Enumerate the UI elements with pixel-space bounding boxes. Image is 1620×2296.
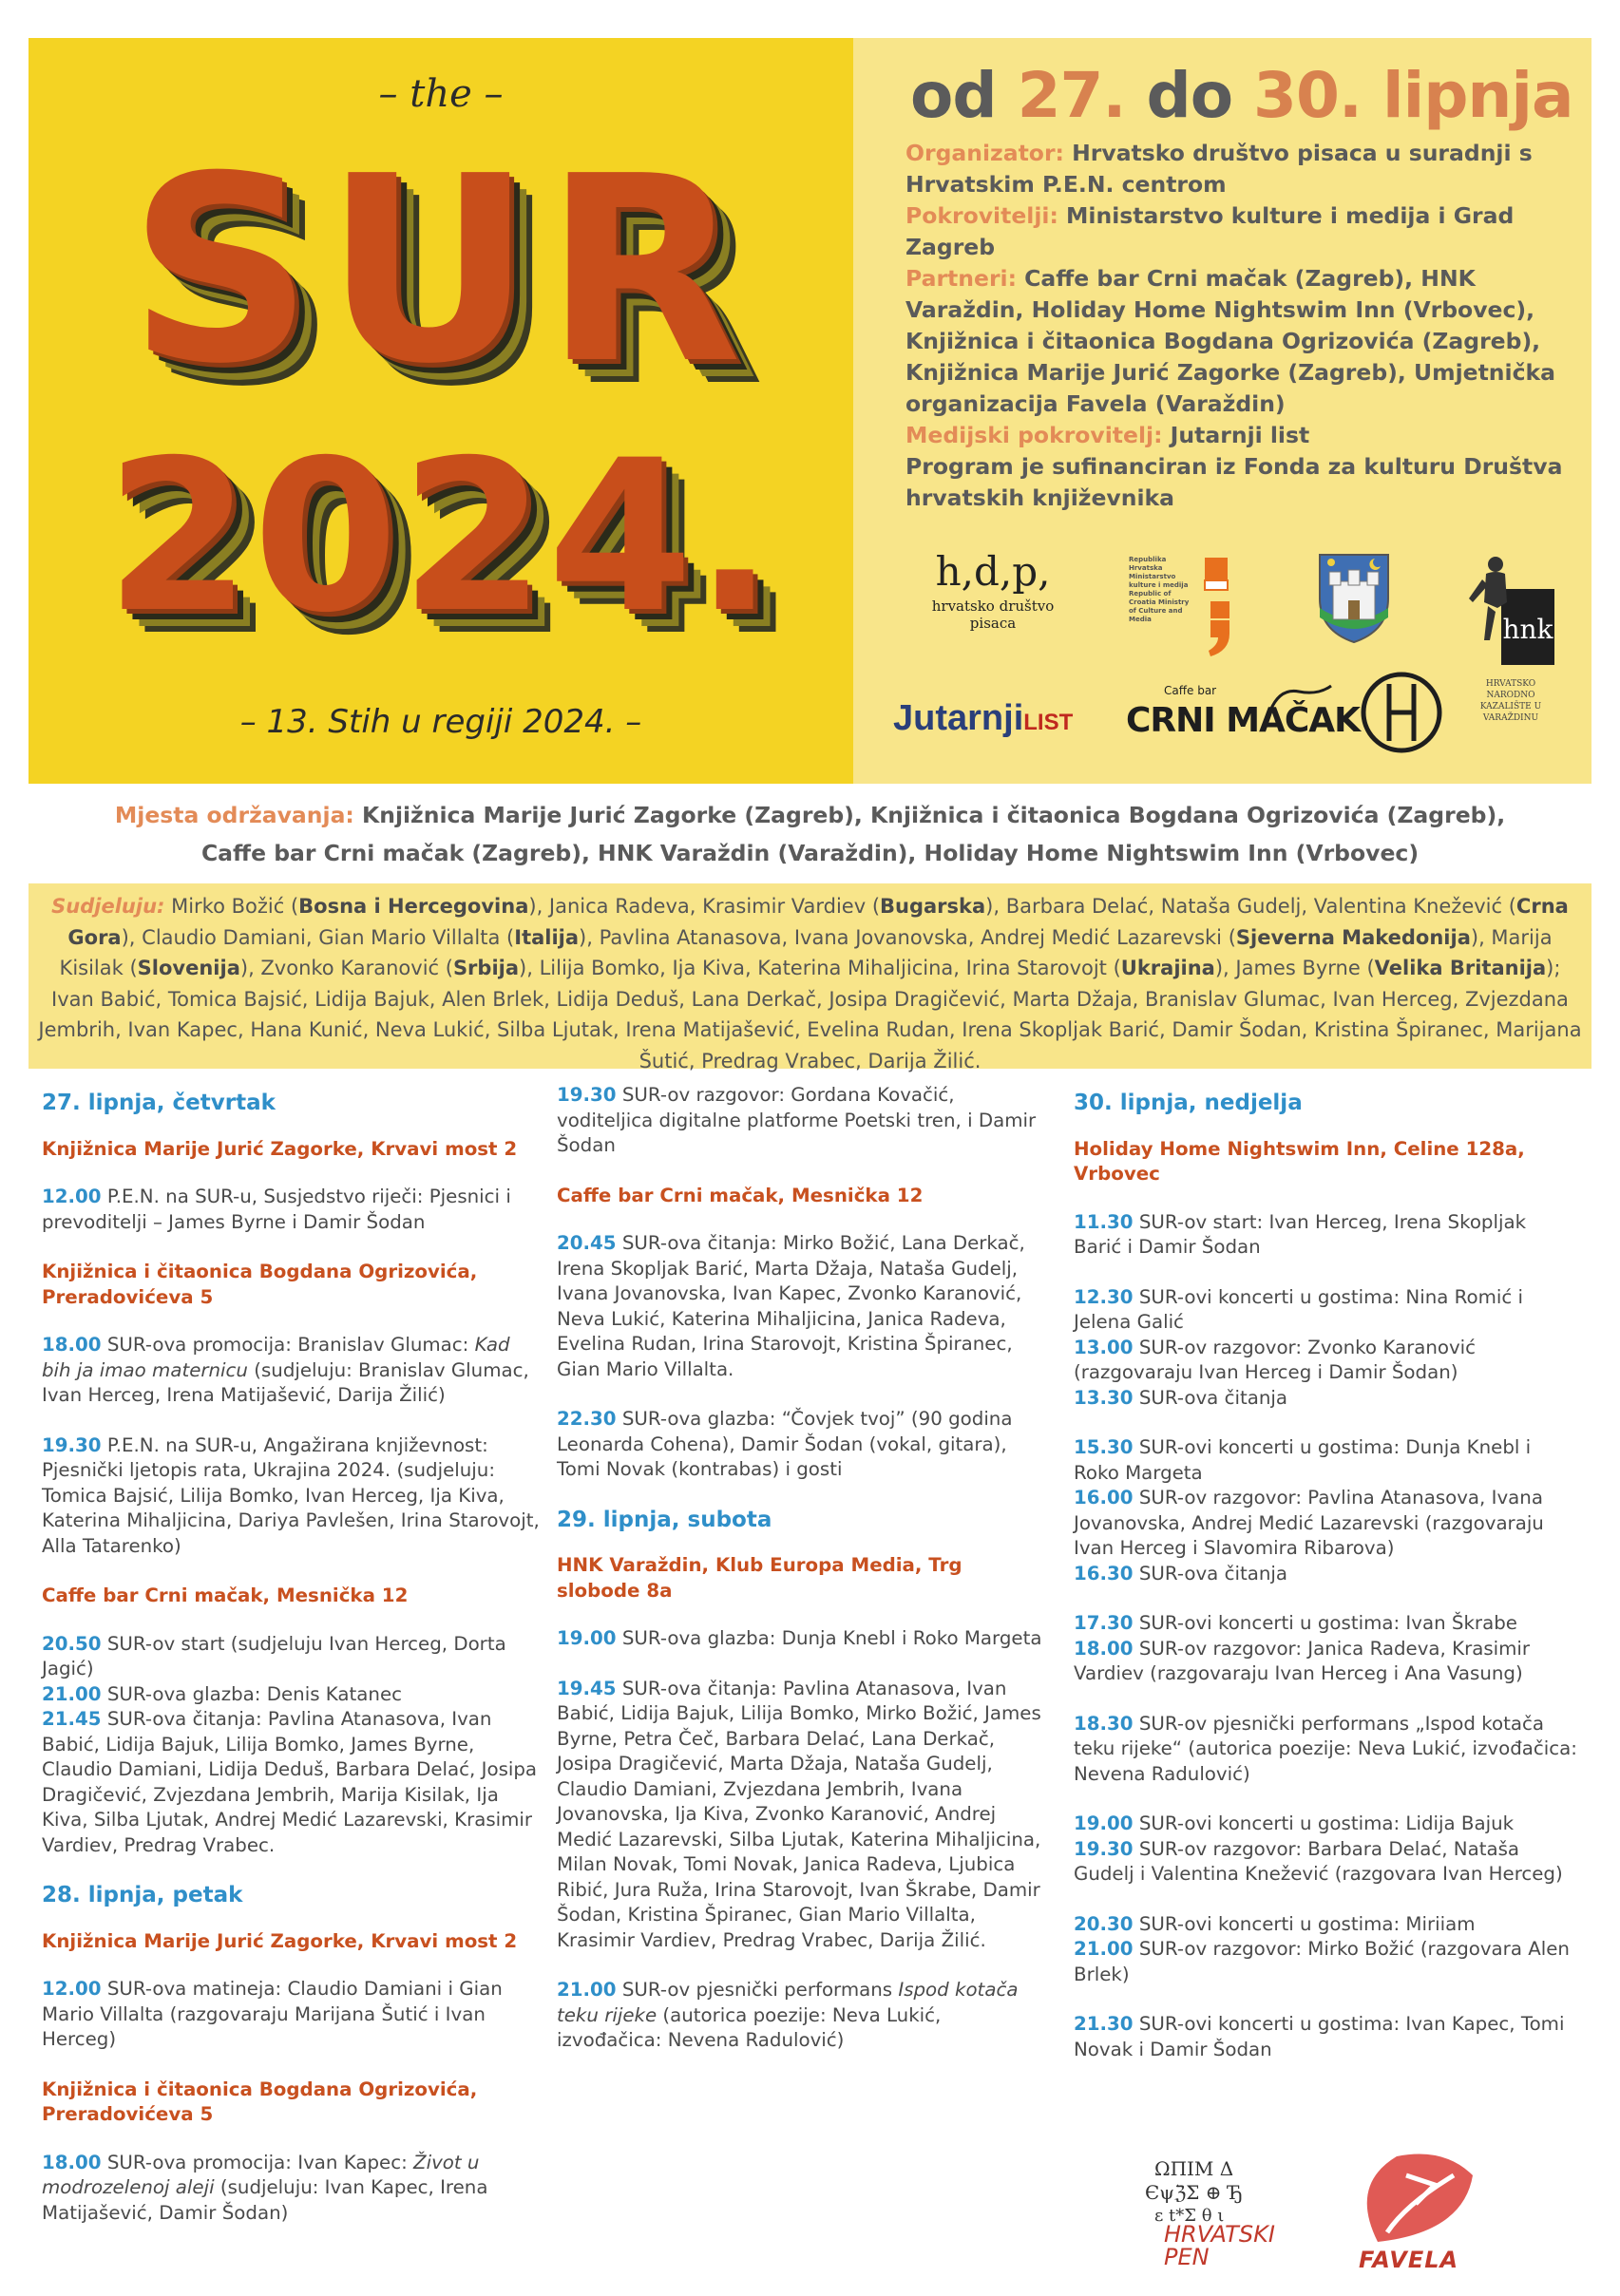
event-time: 12.00 <box>42 1186 102 1207</box>
svg-text:ЄψℨΣ ⊕ Ђ: ЄψℨΣ ⊕ Ђ <box>1145 2181 1243 2204</box>
event-time: 21.45 <box>42 1708 102 1730</box>
hdp-logo <box>907 546 1078 632</box>
country: Slovenija <box>137 957 240 979</box>
venue-heading: HNK Varaždin, Klub Europa Media, Trg slobode 8a <box>557 1554 962 1602</box>
event <box>1074 1912 1577 1938</box>
year-title: 2024. <box>105 415 776 658</box>
organizer: Hrvatsko društvo pisaca u suradnji s Hrvatskim P.E.N. centrom <box>905 140 1533 198</box>
event <box>1074 2012 1577 2062</box>
ministry-logo <box>1129 556 1243 660</box>
event <box>1074 1837 1577 1888</box>
venue-heading: Knjižnica Marije Jurić Zagorke, Krvavi most 2 <box>42 1137 518 1160</box>
event <box>42 1433 541 1560</box>
event-time: 13.00 <box>1074 1336 1134 1358</box>
fund-note: Program je sufinanciran iz Fonda za kulturu Društva hrvatskih književnika <box>905 453 1563 511</box>
event <box>42 1185 541 1235</box>
event-text: SUR-ov pjesnički performans <box>616 1979 899 2001</box>
event-text: SUR-ov razgovor: Barbara Delać, Nataša Gudelj i Valentina Knežević (razgovara Ivan Herceg) <box>1074 1837 1563 1885</box>
participants-rest: Ivan Babić, Tomica Bajsić, Lidija Bajuk, Alen Brlek, Lidija Deduš, Lana Derkač, Josipa Dragičević, Marta Džaja, Branislav Glumac, Ivan Herceg, Zvjezdana Jembrih, Ivan Kapec, Hana Kunić, Neva Lukić, Silba Ljutak, Irena Matijašević, Evelina Rudan, Irena Skopljak Barić, Damir Šodan, Kristina Špiranec, Marijana Šutić, Predrag Vrabec, Darija Žilić. <box>38 987 1582 1072</box>
event-time: 18.00 <box>42 1334 102 1356</box>
event <box>1074 1336 1577 1386</box>
hnk-text: HRVATSKO NARODNO KAZALIŠTE U VARAŽDINU <box>1479 679 1542 723</box>
event-time: 19.30 <box>1074 1837 1134 1860</box>
country: Sjeverna Makedonija <box>1235 925 1471 949</box>
participants-text <box>38 891 1582 1076</box>
punct: ); <box>1546 957 1561 979</box>
event-text: SUR-ova glazba: “Čovjek tvoj” (90 godina Leonarda Cohena), Damir Šodan (vokal, gitara), Tomi Novak (kontrabas) i gosti <box>557 1408 1013 1480</box>
venue-heading: Holiday Home Nightswim Inn, Celine 128a, Vrbovec <box>1074 1137 1525 1185</box>
event-performance-title: Ispod kotača teku rijeke <box>557 1979 1019 2026</box>
event <box>1074 1210 1577 1261</box>
dates-do: do <box>1125 59 1254 132</box>
participant-names: Barbara Delać, Nataša Gudelj, Valentina Knežević ( <box>1005 895 1516 918</box>
event-time: 16.00 <box>1074 1487 1134 1509</box>
venues-line1: Knjižnica Marije Jurić Zagorke (Zagreb), Knjižnica i čitaonica Bogdana Ogrizovića (Zagreb), <box>353 802 1506 828</box>
event-text: (autorica poezije: Neva Lukić, izvođačica: Nevena Radulović) <box>557 2003 942 2051</box>
event <box>1074 1937 1577 1987</box>
punct: ), <box>121 925 143 949</box>
event-time: 19.45 <box>557 1677 617 1699</box>
dk-emblem-icon <box>1359 670 1444 755</box>
event <box>1074 1812 1577 1837</box>
participant-names: Pavlina Atanasova, Ivana Jovanovska, Andrej Medić Lazarevski ( <box>599 925 1236 949</box>
event-time: 19.30 <box>42 1433 102 1456</box>
media-sponsor: Jutarnji list <box>1162 422 1310 448</box>
event-text: SUR-ov start: Ivan Herceg, Irena Skopljak Barić i Damir Šodan <box>1074 1210 1527 1258</box>
hrvatski-pen-logo <box>1135 2147 1287 2270</box>
event <box>1074 1611 1577 1637</box>
sponsors: Ministarstvo kulture i medija i Grad Zagreb <box>905 202 1515 260</box>
crni-macak-small: Caffe bar <box>1164 684 1217 697</box>
event-time: 17.30 <box>1074 1612 1134 1634</box>
event-time: 11.30 <box>1074 1210 1134 1233</box>
event-text: SUR-ov start (sudjeluju Ivan Herceg, Dorta Jagić) <box>42 1632 506 1679</box>
jutarnji-text: Jutarnji <box>893 698 1024 738</box>
punct: ), <box>985 895 1006 918</box>
event-time: 21.00 <box>1074 1938 1134 1960</box>
venues-label: Mjesta održavanja: <box>114 802 354 828</box>
hnk-varazdin-logo <box>1463 551 1558 722</box>
event <box>1074 1562 1577 1587</box>
punct: ), <box>519 957 540 979</box>
dk-logo <box>1359 670 1444 755</box>
event-time: 21.00 <box>557 1979 617 2001</box>
hnk-emblem-icon <box>1463 551 1558 674</box>
punct: ), <box>239 957 261 979</box>
event <box>42 1333 541 1409</box>
punct: ), <box>1470 925 1492 949</box>
sur-title: SUR <box>128 121 753 420</box>
event-text: SUR-ova promocija: Branislav Glumac: <box>101 1334 475 1356</box>
event-text: SUR-ovi koncerti u gostima: Nina Romić i Jelena Galić <box>1074 1285 1524 1333</box>
favela-text: FAVELA <box>1359 2247 1459 2273</box>
country: Crna Gora <box>67 895 1569 949</box>
venue-heading: Caffe bar Crni mačak, Mesnička 12 <box>42 1584 409 1606</box>
event-time: 21.30 <box>1074 2013 1134 2035</box>
event-time: 22.30 <box>557 1408 617 1430</box>
event-time: 16.30 <box>1074 1562 1134 1584</box>
event-time: 19.00 <box>557 1627 617 1649</box>
svg-text:hnk: hnk <box>1502 614 1553 645</box>
program-column-2 <box>557 1083 1051 2078</box>
event-time: 19.00 <box>1074 1812 1134 1834</box>
event-time: 18.00 <box>42 2151 102 2173</box>
event <box>1074 1386 1577 1412</box>
dates-start: 27. <box>1017 59 1126 132</box>
event-book-title: Život u modrozelenoj aleji <box>42 2151 480 2198</box>
event-text: SUR-ovi koncerti u gostima: Ivan Kapec, Tomi Novak i Damir Šodan <box>1074 2013 1565 2060</box>
venue-heading: Knjižnica i čitaonica Bogdana Ogrizovića, Preradovićeva 5 <box>42 2078 478 2125</box>
country: Srbija <box>452 957 520 979</box>
event-text: SUR-ov razgovor: Gordana Kovačić, voditeljica digitalne platforme Poetski tren, i Damir Šodan <box>557 1084 1037 1156</box>
organizer-label: Organizator: <box>905 140 1064 166</box>
country: Italija <box>514 925 580 949</box>
participant-names: Zvonko Karanović ( <box>260 957 453 979</box>
venues-line2: Caffe bar Crni mačak (Zagreb), HNK Varaždin (Varaždin), Holiday Home Nightswim Inn (Vrbovec) <box>200 840 1420 866</box>
event-text: SUR-ova glazba: Dunja Knebl i Roko Margeta <box>616 1627 1042 1649</box>
event-text: P.E.N. na SUR-u, Susjedstvo riječi: Pjesnici i prevoditelji – James Byrne i Damir Šodan <box>42 1186 511 1233</box>
participant-names: Lilija Bomko, Ija Kiva, Katerina Mihaljicina, Irina Starovojt ( <box>539 957 1121 979</box>
program-column-1 <box>42 1083 541 2250</box>
event <box>557 1407 1051 1483</box>
event-time: 21.00 <box>42 1682 102 1705</box>
event-text: SUR-ova glazba: Denis Katanec <box>101 1682 402 1705</box>
event-text: SUR-ova čitanja: Pavlina Atanasova, Ivan Babić, Lidija Bajuk, Lilija Bomko, James Byrne, Claudio Damiani, Lidija Deduš, Barbara Delać, Josipa Dragičević, Zvjezdana Jembrih, Marija Kisilak, Ija Kiva, Silba Ljutak, Andrej Medić Lazarevski, Krasimir Vardiev, Predrag Vrabec. <box>42 1708 538 1856</box>
the-label: – the – <box>378 72 504 116</box>
country: Bosna i Hercegovina <box>298 895 529 918</box>
sponsors-label: Pokrovitelji: <box>905 202 1058 229</box>
crni-macak-text: CRNI MAČAK <box>1126 701 1361 740</box>
event <box>1074 1637 1577 1687</box>
punct: ), <box>1214 957 1236 979</box>
event-time: 19.30 <box>557 1084 617 1106</box>
event <box>42 2151 541 2227</box>
participant-names: Marija Kisilak ( <box>59 925 1553 979</box>
event <box>557 1626 1051 1652</box>
participants-panel <box>29 883 1591 1072</box>
zagreb-coat-of-arms-icon <box>1316 551 1392 646</box>
event-text: (sudjeluju: Ivan Kapec, Irena Matijašević, Damir Šodan) <box>42 2176 488 2224</box>
poster-banner <box>29 38 853 784</box>
event <box>42 1707 541 1858</box>
event-book-title: Kad bih ja imao maternicu <box>42 1334 510 1381</box>
country: Velika Britanija <box>1374 957 1547 979</box>
country: Bugarska <box>880 895 986 918</box>
participants-label: Sudjeluju: <box>51 895 165 918</box>
svg-text:ε t*Σ θ ι: ε t*Σ θ ι <box>1154 2206 1225 2226</box>
event <box>1074 1285 1577 1336</box>
dates-od: od <box>910 59 1018 132</box>
participant-names: James Byrne ( <box>1235 957 1375 979</box>
punct: ), <box>528 895 549 918</box>
ministry-text: Republika Hrvatska Ministarstvo kulture i medija Republic of Croatia Ministry of Culture and Media <box>1129 556 1190 623</box>
event <box>42 1977 541 2053</box>
dates-end: 30. lipnja <box>1253 59 1573 132</box>
event-time: 20.30 <box>1074 1912 1134 1935</box>
country: Ukrajina <box>1120 957 1215 979</box>
favela-leaf-icon <box>1340 2147 1482 2251</box>
event-time: 20.50 <box>42 1632 102 1655</box>
pen-text: HRVATSKI PEN <box>1164 2221 1275 2270</box>
partners: Caffe bar Crni mačak (Zagreb), HNK Varaždin, Holiday Home Nightswim Inn (Vrbovec), Knjižnica i čitaonica Bogdana Ogrizovića (Zagreb), Knjižnica Marije Jurić Zagorke (Zagreb), Umjetnička organizacija Favela (Varaždin) <box>905 265 1556 417</box>
jutarnji-list-logo <box>893 698 1073 739</box>
punct: ), <box>579 925 600 949</box>
day-heading: 29. lipnja, subota <box>557 1507 772 1532</box>
festival-subtitle: – 13. Stih u regiji 2024. – <box>239 703 642 741</box>
event-text: P.E.N. na SUR-u, Angažirana književnost: Pjesnički ljetopis rata, Ukrajina 2024. (sudjeluju: Tomica Bajsić, Lilija Bomko, Ivan Herceg, Ija Kiva, Katerina Mihaljicina, Dariya Pavlešen, Irina Starovojt, Alla Tatarenko) <box>42 1433 540 1557</box>
venues <box>29 796 1591 872</box>
event-time: 18.30 <box>1074 1712 1134 1735</box>
event <box>557 1677 1051 1954</box>
event-text: SUR-ov razgovor: Pavlina Atanasova, Ivana Jovanovska, Andrej Medić Lazarevski (razgovaraju Ivan Herceg i Slavomira Ribarova) <box>1074 1487 1544 1559</box>
event-time: 18.00 <box>1074 1637 1134 1660</box>
day-heading: 28. lipnja, petak <box>42 1883 243 1907</box>
svg-text:ΩΠΙΜ Δ: ΩΠΙΜ Δ <box>1154 2157 1234 2180</box>
media-label: Medijski pokrovitelj: <box>905 422 1163 448</box>
event-text: SUR-ova čitanja: Pavlina Atanasova, Ivan Babić, Lidija Bajuk, Lilija Bomko, Mirko Božić, James Byrne, Petra Čeč, Barbara Delać, Lana Derkač, Josipa Dragičević, Marta Džaja, Nataša Gudelj, Claudio Damiani, Zvjezdana Jembrih, Ivana Jovanovska, Ija Kiva, Zvonko Karanović, Andrej Medić Lazarevski, Silba Ljutak, Katerina Mihaljicina, Milan Novak, Tomi Novak, Janica Radeva, Ljubica Ribić, Jura Ruža, Irina Starovojt, Ivan Škrabe, Damir Šodan, Kristina Špiranec, Gian Mario Villalta, Krasimir Vardiev, Predrag Vrabec, Darija Žilić. <box>557 1677 1041 1951</box>
venue-heading: Knjižnica i čitaonica Bogdana Ogrizovića, Preradovićeva 5 <box>42 1261 478 1308</box>
event <box>42 1682 541 1708</box>
event-time: 15.30 <box>1074 1436 1134 1458</box>
participant-names: Janica Radeva, Krasimir Vardiev ( <box>548 895 881 918</box>
event-text: SUR-ov pjesnički performans „Ispod kotača teku rijeke“ (autorica poezije: Neva Lukić, izvođačica: Nevena Radulović) <box>1074 1712 1577 1785</box>
cat-icon <box>1268 684 1335 712</box>
venue-heading: Knjižnica Marije Jurić Zagorke, Krvavi most 2 <box>42 1929 518 1952</box>
participant-names: Claudio Damiani, Gian Mario Villalta ( <box>142 925 515 949</box>
venue-heading: Caffe bar Crni mačak, Mesnička 12 <box>557 1184 924 1206</box>
event-text: SUR-ova čitanja: Mirko Božić, Lana Derkač, Irena Skopljak Barić, Marta Džaja, Nataša Gudelj, Ivana Jovanovska, Ivan Kapec, Zvonko Karanović, Neva Lukić, Katerina Mihaljicina, Janica Radeva, Evelina Rudan, Irina Starovojt, Kristina Špiranec, Gian Mario Villalta. <box>557 1232 1025 1380</box>
event <box>1074 1435 1577 1486</box>
event-text: SUR-ova čitanja <box>1133 1562 1287 1584</box>
partners-label: Partneri: <box>905 265 1017 292</box>
day-heading: 30. lipnja, nedjelja <box>1074 1091 1303 1115</box>
hdp-mark: h,d,p, <box>935 548 1051 595</box>
festival-dates <box>910 59 1573 132</box>
event-time: 20.45 <box>557 1232 617 1254</box>
event-text: SUR-ov razgovor: Janica Radeva, Krasimir Vardiev (razgovaraju Ivan Herceg i Ana Vasung) <box>1074 1637 1531 1684</box>
event <box>1074 1486 1577 1562</box>
jutarnji-list-text: LIST <box>1023 710 1074 735</box>
event-text: (sudjeluju: Branislav Glumac, Ivan Herceg, Irena Matijašević, Darija Žilić) <box>42 1358 529 1406</box>
event-text: SUR-ovi koncerti u gostima: Lidija Bajuk <box>1133 1812 1515 1834</box>
event <box>1074 1712 1577 1788</box>
favela-logo <box>1340 2147 1482 2280</box>
event-text: SUR-ova čitanja <box>1133 1386 1287 1409</box>
event-text: SUR-ov razgovor: Zvonko Karanović (razgovaraju Ivan Herceg i Damir Šodan) <box>1074 1336 1477 1383</box>
event-time: 13.30 <box>1074 1386 1134 1409</box>
event-time: 12.30 <box>1074 1285 1134 1308</box>
hdp-text: hrvatsko društvo pisaca <box>931 598 1055 632</box>
program-column-3 <box>1074 1083 1577 2087</box>
event-text: SUR-ova matineja: Claudio Damiani i Gian Mario Villalta (razgovaraju Marijana Šutić i Ivan Herceg) <box>42 1978 503 2050</box>
event-text: SUR-ov razgovor: Mirko Božić (razgovara Alen Brlek) <box>1074 1938 1570 1985</box>
day-heading: 27. lipnja, četvrtak <box>42 1091 276 1115</box>
event <box>557 1231 1051 1382</box>
event-time: 12.00 <box>42 1978 102 2000</box>
credits <box>905 138 1571 514</box>
crni-macak-logo <box>1126 684 1361 755</box>
event <box>557 1978 1051 2054</box>
event-text: SUR-ova promocija: Ivan Kapec: <box>101 2151 414 2173</box>
ministry-emblem-icon <box>1203 556 1241 660</box>
event <box>557 1083 1051 1159</box>
participant-names: Mirko Božić ( <box>164 895 299 918</box>
event-text: SUR-ovi koncerti u gostima: Dunja Knebl i Roko Margeta <box>1074 1436 1532 1484</box>
event-text: SUR-ovi koncerti u gostima: Miriiam <box>1133 1912 1476 1935</box>
event-text: SUR-ovi koncerti u gostima: Ivan Škrabe <box>1133 1612 1517 1634</box>
event <box>42 1632 541 1682</box>
